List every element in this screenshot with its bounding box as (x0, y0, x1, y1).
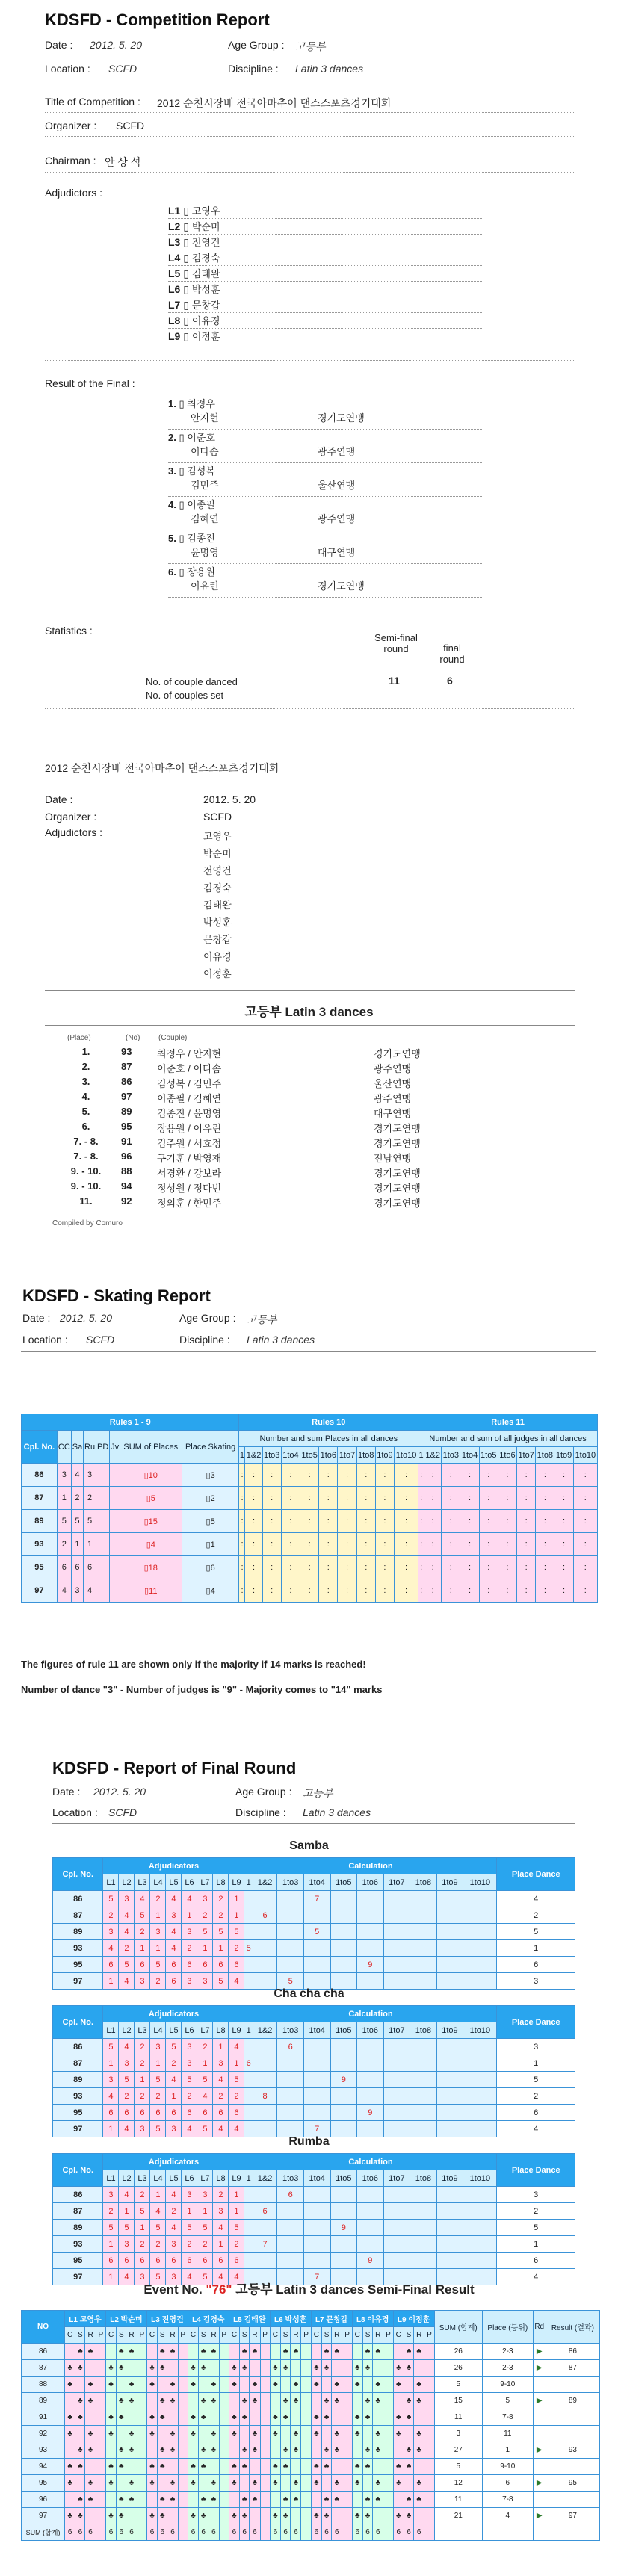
placing-list (60, 1046, 583, 1210)
chairman-label: Chairman : (45, 155, 96, 167)
dance-row: 87 2 4 5 1 3 1 2 2 1 6 2 (53, 1907, 575, 1924)
dance-row: 93 1 3 2 2 3 2 2 1 2 7 1 (53, 2236, 575, 2253)
placing-n: 97 (121, 1091, 132, 1102)
placing-r: 전남연맹 (374, 1153, 412, 1164)
final-result-list (168, 396, 482, 598)
chairman-value: 안 상 석 (105, 156, 141, 168)
placing-p: 6. (81, 1121, 90, 1132)
stat-row-set: No. of couples set (146, 690, 224, 701)
placing-r: 대구연맹 (374, 1108, 412, 1119)
adjudicator-item: L3 ▯ 전영건 (168, 235, 482, 250)
placing-r: 경기도연맹 (374, 1048, 421, 1059)
final-result-item: 4. ▯ 이종필 김혜연 광주연맹 (168, 497, 482, 530)
placing-c: 김성복 / 김민주 (157, 1078, 222, 1089)
event-title: 고등부 Latin 3 dances (244, 1005, 374, 1019)
skating-title: KDSFD - Skating Report (22, 1287, 211, 1305)
dance-title: Rumba (288, 2135, 330, 2148)
adjudicator-list (168, 203, 482, 344)
placing-n: 86 (121, 1076, 132, 1087)
adjudicator-item: L7 ▯ 문창갑 (168, 297, 482, 313)
report-title: KDSFD - Competition Report (45, 10, 270, 29)
location-value: SCFD (108, 63, 137, 75)
placing-r: 경기도연맹 (374, 1168, 421, 1179)
summary-org-label: Organizer : (45, 811, 97, 823)
placing-row (60, 1106, 583, 1121)
placing-p: 2. (81, 1061, 90, 1072)
adjudicator-item: L8 ▯ 이유경 (168, 313, 482, 329)
placing-r: 울산연맹 (374, 1078, 412, 1089)
placing-p: 4. (81, 1091, 90, 1102)
semi-row: 93 ♣ ♣ ♣ ♣ ♣ ♣ ♣ ♣ ♣ ♣ ♣ ♣ ♣ ♣ ♣ ♣ ♣ ♣ 27 1 ▶ 93 (22, 2442, 600, 2459)
dance-row: 87 2 1 5 4 2 1 1 3 1 6 2 (53, 2203, 575, 2220)
final-result-item: 5. ▯ 김종진 윤명영 대구연맹 (168, 530, 482, 564)
placing-n: 89 (121, 1106, 132, 1117)
placing-r: 경기도연맹 (374, 1183, 421, 1194)
semi-title: Event No. "76" 고등부 Latin 3 dances Semi-Final Result (143, 2282, 475, 2297)
summary-heading: 2012 순천시장배 전국아마추어 댄스스포츠경기대회 (45, 762, 279, 774)
adjudicators-label: Adjudictors : (45, 187, 103, 199)
placing-p: 9. - 10. (70, 1165, 102, 1177)
semi-row: 86 ♣ ♣ ♣ ♣ ♣ ♣ ♣ ♣ ♣ ♣ ♣ ♣ ♣ ♣ ♣ ♣ ♣ ♣ 26 2-3 ▶ 86 (22, 2344, 600, 2360)
summary-date-label: Date : (45, 793, 73, 805)
dance-title: Samba (289, 1839, 329, 1852)
placing-n: 94 (121, 1180, 132, 1192)
skating-row: 95 6 6 6 ▯18 ▯6 : : : : : : : : : : : : : : : : : : : : (22, 1556, 598, 1579)
summary-org: SCFD (203, 811, 232, 823)
placing-p: 9. - 10. (70, 1180, 102, 1192)
toc-label: Title of Competition : (45, 96, 140, 108)
semi-row: 89 ♣ ♣ ♣ ♣ ♣ ♣ ♣ ♣ ♣ ♣ ♣ ♣ ♣ ♣ ♣ ♣ ♣ ♣ 15 5 ▶ 89 (22, 2393, 600, 2409)
skating-row: 86 3 4 3 ▯10 ▯3 : : : : : : : : : : : : : : : : : : : : (22, 1464, 598, 1487)
placing-row (60, 1061, 583, 1076)
adjudicator-item: L6 ▯ 박성훈 (168, 282, 482, 297)
placing-p: 7. - 8. (73, 1136, 99, 1147)
dance-row: 86 5 3 4 2 4 4 3 2 1 7 4 (53, 1891, 575, 1907)
summary-date: 2012. 5. 20 (203, 793, 256, 805)
placing-p: 11. (79, 1195, 93, 1207)
organizer-value: SCFD (116, 120, 145, 131)
placing-r: 경기도연맹 (374, 1138, 421, 1149)
final-title: KDSFD - Report of Final Round (52, 1759, 297, 1777)
placing-row (60, 1121, 583, 1136)
skating-note-1: The figures of rule 11 are shown only if the majority if 14 marks is reached! (21, 1659, 366, 1670)
placing-row (60, 1046, 583, 1061)
adjudicator-item: L9 ▯ 이정훈 (168, 329, 482, 344)
stat-final-value: 6 (447, 675, 453, 687)
stat-head-final: final round (439, 643, 465, 665)
skating-row: 97 4 3 4 ▯11 ▯4 : : : : : : : : : : : : : : : : : : : : (22, 1579, 598, 1603)
dance-title: Cha cha cha (274, 1987, 344, 2000)
dance-row: 97 1 4 3 2 6 3 3 5 4 5 3 (53, 1973, 575, 1990)
final-result-item: 1. ▯ 최정우 안지현 경기도연맹 (168, 396, 482, 430)
adjudicator-item: L4 ▯ 김경숙 (168, 250, 482, 266)
placing-c: 이준호 / 이다솜 (157, 1063, 222, 1074)
dance-row: 87 1 3 2 1 2 3 1 3 1 6 1 (53, 2055, 575, 2072)
semi-row: 92 ♣ ♣ ♣ ♣ ♣ ♣ ♣ ♣ ♣ ♣ ♣ ♣ ♣ ♣ ♣ ♣ ♣ ♣ 3 11 (22, 2426, 600, 2442)
toc-value: 2012 순천시장배 전국아마추어 댄스스포츠경기대회 (157, 97, 392, 109)
placing-row (60, 1180, 583, 1195)
placing-p: 3. (81, 1076, 90, 1087)
semi-row: 95 ♣ ♣ ♣ ♣ ♣ ♣ ♣ ♣ ♣ ♣ ♣ ♣ ♣ ♣ ♣ ♣ ♣ ♣ 12 6 ▶ 95 (22, 2475, 600, 2492)
placing-n: 91 (121, 1136, 132, 1147)
final-result-item: 3. ▯ 김성복 김민주 울산연맹 (168, 463, 482, 497)
skating-table: Rules 1 - 9 Rules 10 Rules 11 Cpl. No. CC Sa Ru PD Jv SUM of Places Place Skating Number and sum Places in all dances Number and sum of all judges in all dances 1 1&2 1to3 1to4 1to5 1to6 1to7 1to8 1to9 1to10 1 1&2 1to3 1to4 1to5 1to6 1to7 1to8 1to9 1to10 86 3 4 3 ▯10 ▯3 : : : : : : : : : : : : : : : : : : : : 87 1 2 2 ▯5 ▯2 : : : : : : : : : : : : : : : : : : : : 89 5 5 5 ▯15 ▯5 : : : : : : : : : : : : : : : : : : : : 93 2 1 1 ▯4 ▯1 : : : : : : : : : : : : : : : : : : : : 95 6 6 6 ▯18 ▯6 : : : : : : : : : : : : : : : : : : : : 97 4 3 4 ▯11 ▯4 : : : : : : : : : : : : : : : : : : : : (21, 1414, 598, 1603)
placing-row (60, 1091, 583, 1106)
placing-c: 최정우 / 안지현 (157, 1048, 222, 1059)
age-label: Age Group : (228, 39, 285, 51)
placing-c: 구기훈 / 박영재 (157, 1153, 222, 1164)
organizer-label: Organizer : (45, 120, 97, 131)
placing-c: 김주원 / 서효정 (157, 1138, 222, 1149)
placing-c: 정성원 / 정다빈 (157, 1183, 222, 1194)
dance-row: 89 5 5 1 5 4 5 5 4 5 9 5 (53, 2220, 575, 2236)
placing-p: 5. (81, 1106, 90, 1117)
dance-row: 89 3 4 2 3 4 3 5 5 5 5 5 (53, 1924, 575, 1940)
placing-row (60, 1076, 583, 1091)
dance-row: 93 4 2 2 2 1 2 4 2 2 8 2 (53, 2088, 575, 2105)
placing-n: 87 (121, 1061, 132, 1072)
date-label: Date : (45, 39, 73, 51)
dance-table: Cpl. No. Adjudicators Calculation Place Dance L1 L2 L3 L4 L5 L6 L7 L8 L9 1 1&2 1to3 1to4 1to5 1to6 1to7 1to8 1to9 1to10 86 3 4 2 1 4 3 3 2 1 6 3 87 2 1 5 4 2 1 1 3 1 6 2 89 5 5 1 5 4 5 5 4 5 9 5 93 1 3 2 2 3 2 2 1 2 7 1 95 6 6 6 6 6 6 6 6 6 9 6 97 1 4 3 5 3 4 5 4 4 7 4 (52, 2153, 575, 2285)
age-value: 고등부 (295, 40, 326, 52)
adjudicator-item: L5 ▯ 김태완 (168, 266, 482, 282)
dance-row: 95 6 5 6 5 6 6 6 6 6 9 6 (53, 1957, 575, 1973)
dance-row: 97 1 4 3 5 3 4 5 4 4 7 4 (53, 2269, 575, 2285)
placing-c: 김종진 / 윤명영 (157, 1108, 222, 1119)
final-result-item: 6. ▯ 장용원 이유린 경기도연맹 (168, 564, 482, 598)
result-final-label: Result of the Final : (45, 377, 135, 389)
semi-row: 96 ♣ ♣ ♣ ♣ ♣ ♣ ♣ ♣ ♣ ♣ ♣ ♣ ♣ ♣ ♣ ♣ ♣ ♣ 11 7-8 (22, 2492, 600, 2508)
skating-note-2: Number of dance "3" - Number of judges is "9" - Majority comes to "14" marks (21, 1684, 383, 1695)
semi-row: 94 ♣ ♣ ♣ ♣ ♣ ♣ ♣ ♣ ♣ ♣ ♣ ♣ ♣ ♣ ♣ ♣ ♣ ♣ 5 9-10 (22, 2459, 600, 2475)
placing-row (60, 1151, 583, 1165)
dance-row: 95 6 6 6 6 6 6 6 6 6 9 6 (53, 2105, 575, 2121)
statistics-label: Statistics : (45, 625, 93, 637)
summary-adj-label: Adjudictors : (45, 826, 103, 838)
skating-row: 89 5 5 5 ▯15 ▯5 : : : : : : : : : : : : : : : : : : : : (22, 1510, 598, 1533)
compiled-by: Compiled by Comuro (52, 1219, 123, 1227)
placing-n: 96 (121, 1151, 132, 1162)
dance-row: 95 6 6 6 6 6 6 6 6 6 9 6 (53, 2253, 575, 2269)
discipline-value: Latin 3 dances (295, 63, 364, 75)
semi-row: 88 ♣ ♣ ♣ ♣ ♣ ♣ ♣ ♣ ♣ ♣ ♣ ♣ ♣ ♣ ♣ ♣ ♣ ♣ 5 9-10 (22, 2377, 600, 2393)
date-value: 2012. 5. 20 (90, 39, 143, 51)
dance-row: 86 5 4 2 3 5 3 2 1 4 6 3 (53, 2039, 575, 2055)
location-label: Location : (45, 63, 90, 75)
placing-p: 7. - 8. (73, 1151, 99, 1162)
placing-row (60, 1195, 583, 1210)
placing-p: 1. (81, 1046, 90, 1057)
dance-row: 86 3 4 2 1 4 3 3 2 1 6 3 (53, 2187, 575, 2203)
semi-final-table: NO L1 고영우 L2 박순미 L3 전영건 L4 김경숙 L5 김태완 L6 박성훈 L7 문창갑 L8 이유경 L9 이정훈 SUM (합계) Place (등위) Rd Result (결과) C S R P C S R P C S R P C S R P C S R P C S R P C S R P C S R P C S R P 86 ♣ ♣ ♣ ♣ ♣ ♣ ♣ ♣ ♣ ♣ ♣ ♣ ♣ ♣ ♣ ♣ ♣ ♣ 26 2-3 ▶ 86 87 ♣ ♣ ♣ ♣ ♣ ♣ ♣ ♣ ♣ ♣ ♣ ♣ ♣ ♣ ♣ ♣ ♣ ♣ 26 2-3 ▶ 87 88 ♣ ♣ ♣ ♣ ♣ ♣ ♣ ♣ ♣ ♣ ♣ ♣ ♣ ♣ ♣ ♣ ♣ ♣ 5 9-10 89 ♣ ♣ ♣ ♣ ♣ ♣ ♣ ♣ ♣ ♣ ♣ ♣ ♣ ♣ ♣ ♣ ♣ ♣ 15 5 ▶ 89 91 ♣ ♣ ♣ ♣ ♣ ♣ ♣ ♣ ♣ ♣ ♣ ♣ ♣ ♣ ♣ ♣ ♣ ♣ 11 7-8 92 ♣ ♣ ♣ ♣ ♣ ♣ ♣ ♣ ♣ ♣ ♣ ♣ ♣ ♣ ♣ ♣ ♣ ♣ 3 11 93 ♣ ♣ ♣ ♣ ♣ ♣ ♣ ♣ ♣ ♣ ♣ ♣ ♣ ♣ ♣ ♣ ♣ ♣ 27 1 ▶ 93 94 ♣ ♣ ♣ ♣ ♣ ♣ ♣ ♣ ♣ ♣ ♣ ♣ ♣ ♣ ♣ ♣ ♣ ♣ 5 9-10 95 ♣ ♣ ♣ ♣ ♣ ♣ ♣ ♣ ♣ ♣ ♣ ♣ ♣ ♣ ♣ ♣ ♣ ♣ 12 6 ▶ 95 96 ♣ ♣ ♣ ♣ ♣ ♣ ♣ ♣ ♣ ♣ ♣ ♣ ♣ ♣ ♣ ♣ ♣ ♣ 11 7-8 97 ♣ ♣ ♣ ♣ ♣ ♣ ♣ ♣ ♣ ♣ ♣ ♣ ♣ ♣ ♣ ♣ ♣ ♣ 21 4 ▶ 97 SUM (합계) 6 6 6 6 6 6 6 6 6 6 6 6 6 6 6 6 6 6 6 6 6 6 6 6 6 6 6 (21, 2310, 600, 2541)
final-result-item: 2. ▯ 이준호 이다솜 광주연맹 (168, 430, 482, 463)
stat-head-semi: Semi-final round (374, 632, 418, 654)
summary-adj-list: 고영우 박순미 전영건 김경숙 김태완 박성훈 문창갑 이유경 이정훈 (203, 831, 232, 979)
placing-n: 88 (121, 1165, 132, 1177)
placing-n: 93 (121, 1046, 132, 1057)
skating-row: 87 1 2 2 ▯5 ▯2 : : : : : : : : : : : : : : : : : : : : (22, 1487, 598, 1510)
placing-r: 광주연맹 (374, 1063, 412, 1074)
skating-row: 93 2 1 1 ▯4 ▯1 : : : : : : : : : : : : : : : : : : : : (22, 1533, 598, 1556)
adjudicator-item: L2 ▯ 박순미 (168, 219, 482, 235)
placing-c: 이종필 / 김혜연 (157, 1093, 222, 1104)
placing-n: 95 (121, 1121, 132, 1132)
placing-n: 92 (121, 1195, 132, 1207)
dance-table: Cpl. No. Adjudicators Calculation Place Dance L1 L2 L3 L4 L5 L6 L7 L8 L9 1 1&2 1to3 1to4 1to5 1to6 1to7 1to8 1to9 1to10 86 5 3 4 2 4 4 3 2 1 7 4 87 2 4 5 1 3 1 2 2 1 6 2 89 3 4 2 3 4 3 5 5 5 5 5 93 4 2 1 1 4 2 1 1 2 5 1 95 6 5 6 5 6 6 6 6 6 9 6 97 1 4 3 2 6 3 3 5 4 5 3 (52, 1857, 575, 1990)
placing-r: 경기도연맹 (374, 1123, 421, 1134)
placing-c: 장용원 / 이유린 (157, 1123, 222, 1134)
adjudicator-item: L1 ▯ 고영우 (168, 203, 482, 219)
semi-row: 87 ♣ ♣ ♣ ♣ ♣ ♣ ♣ ♣ ♣ ♣ ♣ ♣ ♣ ♣ ♣ ♣ ♣ ♣ 26 2-3 ▶ 87 (22, 2360, 600, 2377)
semi-row: 91 ♣ ♣ ♣ ♣ ♣ ♣ ♣ ♣ ♣ ♣ ♣ ♣ ♣ ♣ ♣ ♣ ♣ ♣ 11 7-8 (22, 2409, 600, 2426)
competition-report (0, 0, 618, 979)
dance-row: 89 3 5 1 5 4 5 5 4 5 9 5 (53, 2072, 575, 2088)
placing-row (60, 1165, 583, 1180)
placing-c: 정의훈 / 한민주 (157, 1198, 222, 1209)
dance-row: 97 1 4 3 5 3 4 5 4 4 7 4 (53, 2121, 575, 2137)
placing-c: 서경환 / 강보라 (157, 1168, 222, 1179)
stat-semi-value: 11 (389, 675, 400, 687)
dance-table: Cpl. No. Adjudicators Calculation Place Dance L1 L2 L3 L4 L5 L6 L7 L8 L9 1 1&2 1to3 1to4 1to5 1to6 1to7 1to8 1to9 1to10 86 5 4 2 3 5 3 2 1 4 6 3 87 1 3 2 1 2 3 1 3 1 6 1 89 3 5 1 5 4 5 5 4 5 9 5 93 4 2 2 2 1 2 4 2 2 8 2 95 6 6 6 6 6 6 6 6 6 9 6 97 1 4 3 5 3 4 5 4 4 7 4 (52, 2005, 575, 2137)
semi-row: 97 ♣ ♣ ♣ ♣ ♣ ♣ ♣ ♣ ♣ ♣ ♣ ♣ ♣ ♣ ♣ ♣ ♣ ♣ 21 4 ▶ 97 (22, 2508, 600, 2524)
placing-r: 광주연맹 (374, 1093, 412, 1104)
placing-r: 경기도연맹 (374, 1198, 421, 1209)
placing-row (60, 1136, 583, 1151)
dance-row: 93 4 2 1 1 4 2 1 1 2 5 1 (53, 1940, 575, 1957)
stat-row-danced: No. of couple danced (146, 676, 238, 687)
discipline-label: Discipline : (228, 63, 279, 75)
